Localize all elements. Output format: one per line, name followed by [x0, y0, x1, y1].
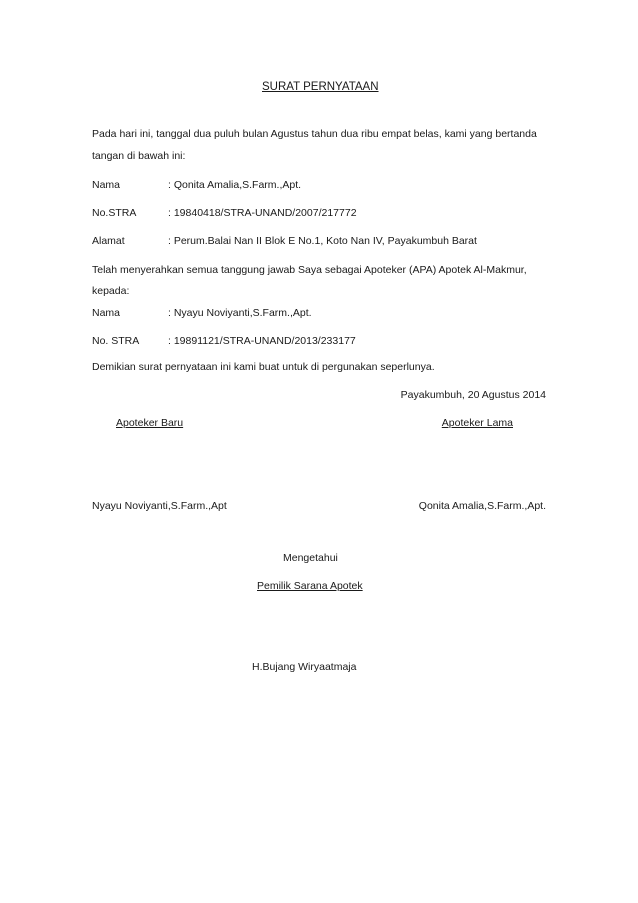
owner-role: Pemilik Sarana Apotek	[257, 580, 363, 592]
first-alamat-label: Alamat	[92, 235, 125, 247]
document-title: SURAT PERNYATAAN	[262, 81, 379, 93]
intro-line-2: tangan di bawah ini:	[92, 150, 186, 162]
first-nama-value: : Qonita Amalia,S.Farm.,Apt.	[168, 179, 302, 191]
second-nama-label: Nama	[92, 307, 121, 319]
place-date: Payakumbuh, 20 Agustus 2014	[400, 389, 546, 401]
handover-line-1: Telah menyerahkan semua tanggung jawab Saya sebagai Apoteker (APA) Apotek Al-Makmur,	[92, 264, 527, 276]
handover-line-2: kepada:	[92, 285, 130, 297]
first-nama-label: Nama	[92, 179, 121, 191]
first-stra-value: : 19840418/STRA-UNAND/2007/217772	[168, 207, 357, 219]
owner-name: H.Bujang Wiryaatmaja	[252, 661, 357, 673]
first-stra-label: No.STRA	[92, 207, 137, 219]
closing-statement: Demikian surat pernyataan ini kami buat untuk di pergunakan seperlunya.	[92, 361, 435, 373]
first-alamat-value: : Perum.Balai Nan II Blok E No.1, Koto Nan IV, Payakumbuh Barat	[168, 235, 477, 247]
intro-line-1: Pada hari ini, tanggal dua puluh bulan Agustus tahun dua ribu empat belas, kami yang bertanda	[92, 128, 537, 140]
new-pharmacist-name: Nyayu Noviyanti,S.Farm.,Apt	[92, 500, 227, 512]
second-stra-value: : 19891121/STRA-UNAND/2013/233177	[168, 335, 356, 347]
new-pharmacist-role: Apoteker Baru	[116, 417, 184, 429]
second-nama-value: : Nyayu Noviyanti,S.Farm.,Apt.	[168, 307, 312, 319]
old-pharmacist-name: Qonita Amalia,S.Farm.,Apt.	[418, 500, 546, 512]
old-pharmacist-role: Apoteker Lama	[441, 417, 513, 429]
second-stra-label: No. STRA	[92, 335, 140, 347]
acknowledge-label: Mengetahui	[283, 552, 338, 564]
